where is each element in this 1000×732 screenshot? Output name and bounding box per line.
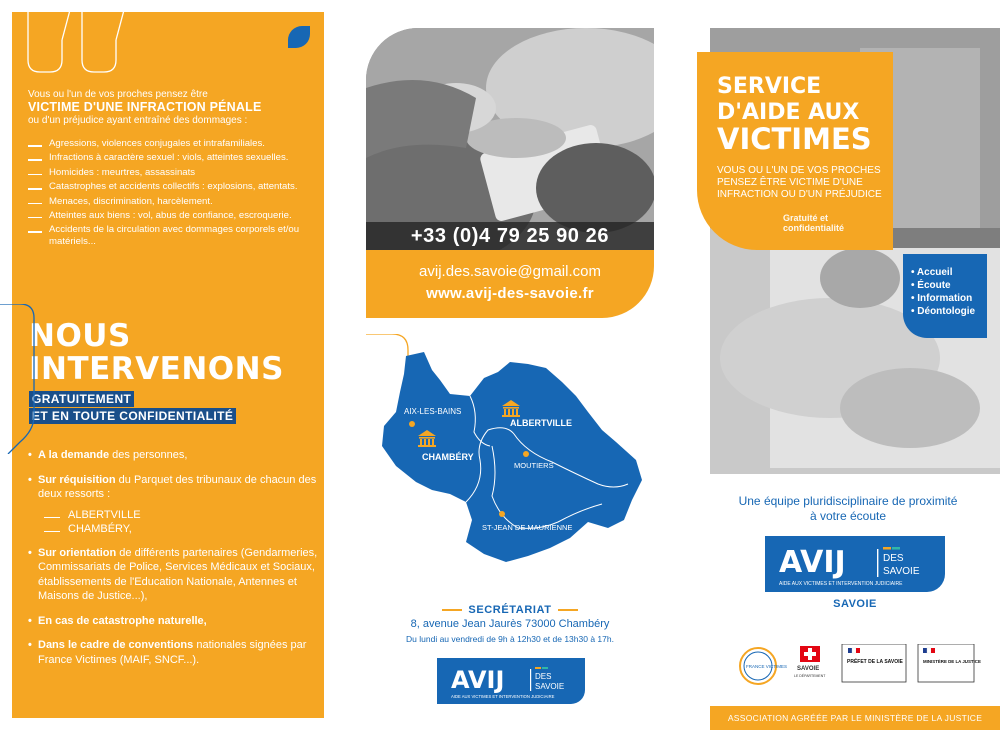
savoie-map: [366, 334, 656, 574]
bullet-text: des personnes,: [109, 449, 188, 461]
logo-accent: [535, 667, 541, 669]
logo-avij-text: AVIJ: [779, 545, 846, 580]
email-link[interactable]: avij.des.savoie@gmail.com: [419, 263, 601, 280]
france-victimes-text: FRANCE VICTIMES: [746, 664, 788, 669]
logo-accent: [542, 667, 548, 669]
list-item: Homicides : meurtres, assassinats: [28, 167, 318, 179]
list-item: [30, 614, 322, 629]
bullet-text: nationales signées par France Victimes (MAIF, SNCF...).: [38, 639, 307, 666]
title-victimes: VICTIMES: [717, 122, 872, 156]
page-title: [29, 320, 284, 386]
website-link[interactable]: www.avij-des-savoie.fr: [426, 285, 594, 302]
savoie-department-logo: [794, 646, 826, 678]
list-item: [30, 473, 322, 536]
map-dot-aix: [409, 421, 415, 427]
service-label: Écoute: [917, 280, 951, 291]
sub-item: CHAMBÉRY,: [44, 522, 322, 536]
intro-line: Vous ou l'un de vos proches pensez être: [28, 89, 208, 100]
intro-highlight: VICTIME D'UNE INFRACTION PÉNALE: [28, 100, 262, 114]
prefet-text: PRÉFET DE LA SAVOIE: [847, 659, 903, 665]
services-box: [903, 254, 987, 338]
france-victimes-logo: [740, 648, 787, 684]
savoie-label: SAVOIE: [833, 598, 877, 610]
curve-decoration-icon: [0, 304, 38, 454]
team-tagline: [718, 494, 978, 524]
avij-logo: [765, 536, 945, 592]
map-label-chambery: CHAMBÉRY: [422, 452, 474, 462]
interventions-list: [30, 448, 322, 677]
logo-des-text: DES: [535, 672, 552, 681]
team-line: Une équipe pluridisciplinaire de proximité: [738, 494, 958, 508]
service-label: Information: [917, 293, 973, 304]
service-label: Déontologie: [917, 306, 976, 317]
secretariat-label: SECRÉTARIAT: [468, 604, 552, 616]
address: 8, avenue Jean Jaurès 73000 Chambéry: [410, 618, 610, 630]
list-item: Menaces, discrimination, harcèlement.: [28, 196, 318, 208]
map-dot-moutiers: [523, 451, 529, 457]
secretariat-title: [360, 604, 660, 616]
map-label-aix: AIX-LES-BAINS: [404, 407, 462, 416]
secretariat-block: [360, 604, 660, 644]
logo-savoie-text: SAVOIE: [535, 682, 565, 691]
title-service: SERVICE: [717, 74, 822, 99]
service-item: • Accueil: [911, 267, 953, 278]
list-item: Accidents de la circulation avec dommages corporels et/ou matériels...: [28, 224, 318, 248]
savoie-department-sub: LE DÉPARTEMENT: [794, 674, 826, 678]
highlight-confidential: ET EN TOUTE CONFIDENTIALITÉ: [29, 408, 236, 424]
opening-hours: Du lundi au vendredi de 9h à 12h30 et de 13h30 à 17h.: [406, 634, 614, 644]
intro-text: [28, 88, 318, 127]
list-item: [30, 448, 322, 463]
logo-accent: [892, 547, 900, 550]
dash-decoration: [442, 609, 462, 611]
logo-divider: [877, 549, 878, 577]
list-item: [30, 546, 322, 604]
map-dot-stjean: [499, 511, 505, 517]
leaf-decoration-icon: [288, 26, 310, 48]
quote-marks-icon: [22, 10, 142, 80]
logo-accent: [883, 547, 891, 550]
contact-box: [366, 250, 654, 318]
title-aide: D'AIDE AUX: [717, 100, 860, 125]
title-box: [697, 52, 893, 250]
dash-decoration: [558, 609, 578, 611]
logo-tagline: AIDE AUX VICTIMES ET INTERVENTION JUDICIAIRE: [451, 694, 555, 699]
bullet-strong: Sur orientation: [38, 546, 117, 559]
logo-des-text: DES: [883, 553, 904, 564]
hands-photo: [366, 28, 654, 250]
service-item: • Déontologie: [911, 306, 976, 317]
phone-number[interactable]: +33 (0)4 79 25 90 26: [366, 222, 654, 250]
highlight-free: GRATUITEMENT: [29, 391, 134, 407]
sub-item: ALBERTVILLE: [44, 508, 322, 522]
bullet-text: de différents partenaires (Gendarmeries, Commissariats de Police, Services Médicaux et Sociaux, établissements de l'Education Nationale, Antennes et Maisons de Justice...),: [38, 546, 318, 602]
list-item: Infractions à caractère sexuel : viols, atteintes sexuelles.: [28, 152, 318, 164]
logo-avij-text: AVIJ: [451, 666, 505, 694]
logo-savoie-text: SAVOIE: [883, 566, 920, 577]
map-label-stjean: ST-JEAN DE MAURIENNE: [482, 523, 573, 532]
savoie-department-text: SAVOIE: [797, 666, 820, 672]
team-line: à votre écoute: [809, 509, 887, 523]
logo-tagline: AIDE AUX VICTIMES ET INTERVENTION JUDICIAIRE: [779, 581, 903, 587]
ministere-text: MINISTÈRE DE LA JUSTICE: [923, 659, 981, 664]
list-item: Agressions, violences conjugales et intrafamiliales.: [28, 138, 318, 150]
service-label: Accueil: [916, 267, 953, 278]
title-line: INTERVENONS: [29, 351, 284, 387]
logo-divider: [530, 669, 531, 691]
ministere-logo: [918, 644, 981, 682]
intro-line: ou d'un préjudice ayant entraîné des dommages :: [28, 115, 248, 126]
list-item: Catastrophes et accidents collectifs : explosions, attentats.: [28, 181, 318, 193]
footer-banner: ASSOCIATION AGRÉÉE PAR LE MINISTÈRE DE LA JUSTICE: [710, 706, 1000, 730]
list-item: Atteintes aux biens : vol, abus de confiance, escroquerie.: [28, 210, 318, 222]
title-line: NOUS: [29, 318, 131, 354]
cases-list: [28, 138, 318, 251]
bullet-strong: Sur réquisition: [38, 473, 116, 486]
map-frame-icon: [366, 334, 408, 374]
avij-logo-small: [437, 658, 585, 704]
partner-logos: [738, 644, 988, 688]
bullet-strong: A la demande: [38, 449, 110, 461]
left-panel: [12, 12, 324, 718]
service-item: • Écoute: [911, 280, 951, 291]
bullet-text: du Parquet des tribunaux de chacun des deux ressorts :: [38, 473, 317, 500]
free-confidential-note: Gratuité et confidentialité: [783, 213, 845, 233]
service-item: • Information: [911, 293, 973, 304]
title-subtitle: VOUS OU L'UN DE VOS PROCHES PENSEZ ÊTRE VICTIME D'UNE INFRACTION OU D'UN PRÉJUDICE: [717, 165, 882, 200]
bullet-strong: Dans le cadre de conventions: [38, 639, 194, 651]
sub-list: [44, 508, 322, 536]
map-label-moutiers: MOUTIERS: [514, 461, 554, 470]
list-item: [30, 638, 322, 667]
map-label-albertville: ALBERTVILLE: [510, 418, 572, 428]
prefet-logo: [842, 644, 906, 682]
bullet-strong: En cas de catastrophe naturelle,: [38, 614, 207, 627]
